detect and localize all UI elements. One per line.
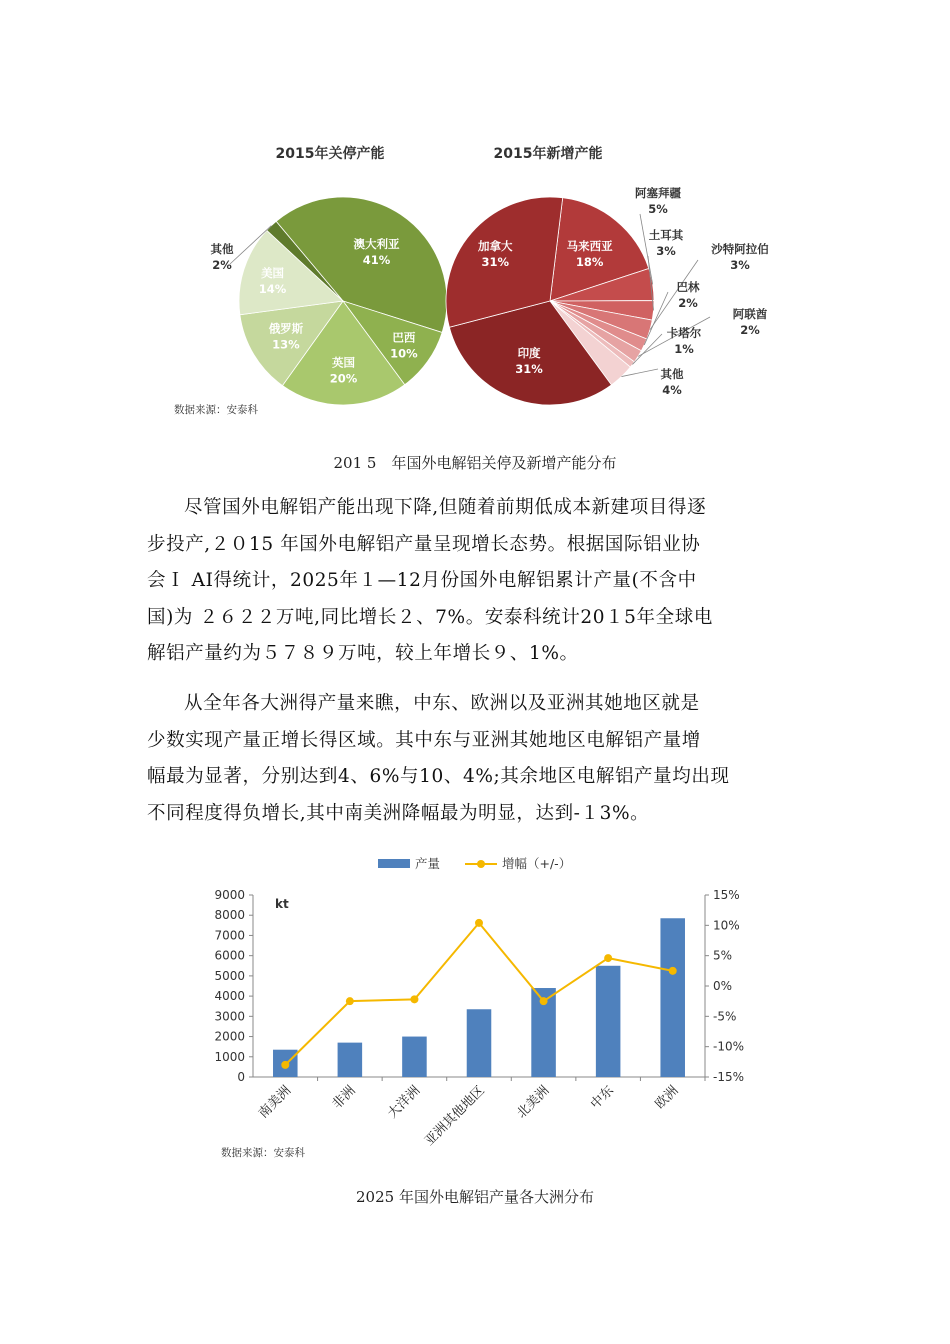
pie-closures bbox=[211, 197, 448, 405]
y-axis-unit: kt bbox=[275, 897, 289, 911]
bar bbox=[467, 1009, 492, 1077]
paragraph-line: 会Ｉ AI得统计，2025年１—12月份国外电解铝累计产量(不含中 bbox=[147, 570, 697, 591]
paragraph-line: 解铝产量约为５７８９万吨，较上年增长９、1%。 bbox=[147, 643, 579, 664]
pie-slice-name: 其他 bbox=[210, 242, 234, 256]
pie-slice-name: 俄罗斯 bbox=[268, 321, 304, 336]
pie-slice-name: 巴西 bbox=[392, 330, 416, 345]
paragraph-2 bbox=[147, 686, 807, 832]
bar bbox=[596, 966, 621, 1077]
chart-plot-area bbox=[214, 888, 744, 1149]
pie-slice-percent: 2% bbox=[212, 258, 232, 272]
paragraph-line: 不同程度得负增长,其中南美洲降幅最为明显，达到-１3%。 bbox=[147, 802, 650, 824]
pie-slice-percent: 2% bbox=[740, 323, 760, 337]
pie-slice-name: 巴林 bbox=[676, 280, 700, 294]
y-tick-label: 8000 bbox=[214, 908, 245, 923]
legend-bar-swatch bbox=[378, 859, 410, 868]
pie-slice-percent: 31% bbox=[515, 361, 543, 376]
y-tick-label: 1000 bbox=[214, 1049, 245, 1064]
bar bbox=[402, 1037, 427, 1077]
paragraph-line: 国)为 ２６２２万吨,同比增长２、7%。安泰科统计20１5年全球电 bbox=[147, 606, 713, 628]
y2-tick-label: 10% bbox=[713, 918, 740, 933]
y-tick-label: 5000 bbox=[214, 968, 245, 983]
figure2-caption: 2025 年国外电解铝产量各大洲分布 bbox=[356, 1188, 594, 1206]
paragraph-line: 从全年各大洲得产量来瞧，中东、欧洲以及亚洲其她地区就是 bbox=[184, 693, 700, 714]
pie-slice-name: 阿塞拜疆 bbox=[635, 186, 681, 200]
y2-tick-label: 5% bbox=[713, 948, 733, 963]
pie-slice-percent: 3% bbox=[730, 258, 750, 272]
combo-chart-svg bbox=[205, 845, 775, 1175]
x-tick-label: 南美洲 bbox=[255, 1083, 295, 1122]
pie-slice-percent: 2% bbox=[678, 296, 698, 310]
pie-slice-percent: 1% bbox=[674, 342, 694, 356]
paragraph-line: 尽管国外电解铝产能出现下降,但随着前期低成本新建项目得逐 bbox=[184, 497, 707, 518]
pie-slice-percent: 14% bbox=[258, 282, 287, 297]
pie-slice-name: 澳大利亚 bbox=[353, 236, 400, 251]
x-tick-label: 中东 bbox=[587, 1083, 617, 1113]
paragraph-line: 少数实现产量正增长得区域。其中东与亚洲其她地区电解铝产量增 bbox=[147, 729, 701, 751]
pie-leader-line bbox=[650, 260, 698, 330]
pie-title-new: 2015年新增产能 bbox=[493, 146, 603, 162]
pie-slice-percent: 41% bbox=[362, 252, 391, 267]
y-tick-label: 6000 bbox=[214, 948, 245, 963]
chart-legend bbox=[378, 856, 571, 871]
pie-source-note: 数据来源：安泰科 bbox=[174, 404, 258, 416]
pie-slice-name: 卡塔尔 bbox=[666, 326, 702, 340]
y2-tick-label: 0% bbox=[713, 979, 733, 993]
pie-slice-percent: 4% bbox=[662, 383, 682, 397]
bar bbox=[338, 1043, 363, 1077]
growth-point bbox=[669, 967, 677, 975]
pie-new bbox=[446, 186, 769, 405]
y2-tick-label: -10% bbox=[713, 1039, 745, 1054]
pie-slice-name: 美国 bbox=[261, 266, 285, 281]
x-tick-label: 北美洲 bbox=[514, 1083, 553, 1122]
y-tick-label: 3000 bbox=[214, 1009, 245, 1024]
pie-slice-percent: 18% bbox=[575, 254, 604, 269]
continent-production-chart bbox=[205, 845, 775, 1175]
y2-tick-label: -15% bbox=[713, 1070, 745, 1084]
pie-slice-percent: 20% bbox=[329, 371, 358, 386]
x-tick-label: 非洲 bbox=[329, 1083, 359, 1113]
pie-title-closures: 2015年关停产能 bbox=[275, 146, 385, 162]
growth-point bbox=[540, 997, 548, 1005]
pie-slice-name: 其他 bbox=[660, 367, 684, 381]
growth-point bbox=[475, 919, 483, 927]
growth-point bbox=[346, 997, 354, 1005]
x-tick-label: 大洋洲 bbox=[385, 1083, 424, 1122]
legend-line-label: 增幅（+/-） bbox=[502, 856, 572, 871]
y2-tick-label: -5% bbox=[713, 1009, 737, 1024]
pie-slice-percent: 13% bbox=[272, 337, 300, 352]
x-tick-label: 亚洲其他地区 bbox=[422, 1083, 488, 1149]
pie-slice-percent: 3% bbox=[656, 244, 676, 258]
y-tick-label: 2000 bbox=[214, 1029, 245, 1044]
pie-slice-name: 加拿大 bbox=[477, 239, 513, 254]
growth-point bbox=[604, 954, 612, 962]
paragraph-line: 步投产,２０15 年国外电解铝产量呈现增长态势。根据国际铝业协 bbox=[147, 533, 701, 555]
growth-point bbox=[410, 995, 418, 1003]
pie-slice-name: 土耳其 bbox=[648, 228, 684, 242]
chart-source-note: 数据来源：安泰科 bbox=[221, 1147, 305, 1159]
y-tick-label: 4000 bbox=[214, 989, 245, 1004]
pie-slice-name: 沙特阿拉伯 bbox=[711, 242, 769, 256]
pie-charts-svg bbox=[160, 130, 800, 430]
pie-slice-percent: 10% bbox=[390, 346, 418, 361]
pie-slice-percent: 5% bbox=[648, 202, 668, 216]
pie-slice-percent: 31% bbox=[481, 255, 509, 270]
y-tick-label: 7000 bbox=[214, 928, 245, 943]
capacity-pie-figure bbox=[160, 130, 800, 430]
paragraph-1 bbox=[147, 490, 807, 673]
pie-slice-name: 阿联酋 bbox=[732, 307, 768, 321]
pie-slice-name: 印度 bbox=[517, 345, 541, 360]
legend-bar-label: 产量 bbox=[415, 856, 441, 871]
paragraph-line: 幅最为显著，分别达到4、6%与10、4%;其余地区电解铝产量均出现 bbox=[147, 766, 730, 787]
y-tick-label: 9000 bbox=[214, 888, 245, 902]
bar bbox=[660, 918, 685, 1077]
pie-slice-name: 马来西亚 bbox=[566, 238, 613, 253]
figure1-caption: 201 5 年国外电解铝关停及新增产能分布 bbox=[333, 454, 617, 472]
y-tick-label: 0 bbox=[237, 1070, 245, 1084]
pie-slice-name: 英国 bbox=[331, 355, 355, 370]
x-tick-label: 欧洲 bbox=[652, 1083, 682, 1113]
legend-line-marker bbox=[477, 860, 485, 868]
y2-tick-label: 15% bbox=[713, 888, 740, 902]
growth-point bbox=[281, 1061, 289, 1069]
